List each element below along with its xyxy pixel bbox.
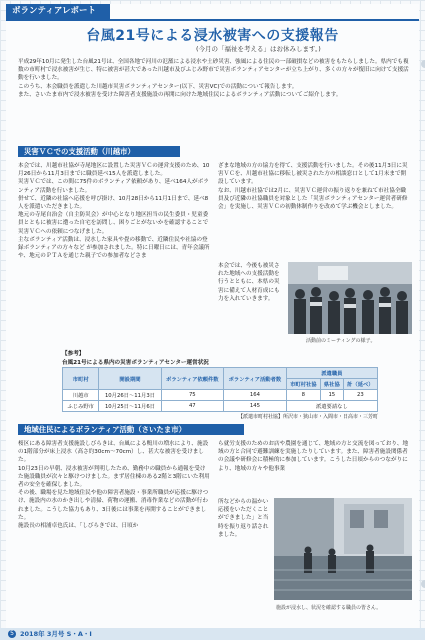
table-header: ボランティア依頼件数 xyxy=(161,368,224,390)
category-rule xyxy=(6,19,419,21)
intro-paragraph: 平成29年10月に発生した台風21号は、全国各地で河川の氾濫による浸水や土砂災害、強風による住民の一部破損などの被害をもたらしました。県内でも複数の市町村で浸水被害が生じ、特に被害が甚大であった川越市及びふじみ野市で災害ボランティアセンターが立ち上がり、多くの方々が復旧に向けて支援活動を行いました。 xyxy=(18,59,409,82)
body-paragraph: 併せて、近隣の社協へ応援を呼び掛け、10月28日から11月1日まで、延べ8人を派遣いただきました。 xyxy=(18,195,209,211)
body-paragraph: 主なボランティア活動は、浸水した家具や畳の移動で、近隣住民や社協の登録ボランティアの方々など が参加されました。特に日曜日には、青年会議所や、地元のＰＴＡを通じた親子での参加者などさま xyxy=(18,236,210,260)
reference-label: 【参考】 xyxy=(62,351,85,357)
meeting-photo-caption: 活動前のミーティングの様子。 xyxy=(306,338,376,344)
vc-status-table xyxy=(62,367,378,412)
table-cell: 75 xyxy=(161,390,224,401)
flood-photo-caption: 施設が浸水し、状況を確認する職員の皆さん。 xyxy=(276,605,382,611)
table-cell: 47 xyxy=(161,401,224,412)
table-cell: 派遣要請なし xyxy=(286,401,377,412)
body-paragraph: その後、職場を見た地域住民や他の障害者施設・事業所職員が応援に駆けつけ、施設内の水のかき出しや清掃、荷物の運搬、消毒作業などの活動が行われました。こうした協力もあり、3日後には事業を再開することができました。 xyxy=(18,490,209,521)
table-header: 県社協 xyxy=(320,379,343,390)
category-label: ボランティアレポート xyxy=(6,4,110,19)
reference-note: 【派遣市町村社協】所沢市・狭山市・入間市・日高市・三芳町 xyxy=(237,414,378,420)
body-paragraph: 10月23日の早朝、浸水被害が判明したため、勤務中の職員から通報を受けた施設職員が次々と駆けつけました。まず居住棟のある2階と3階にいた利用者の安全を確保しました。 xyxy=(18,465,210,489)
table-header: 市町村社協 xyxy=(286,379,320,390)
table-cell: 10月25日～11月6日 xyxy=(99,401,161,412)
table-header: ボランティア活動者数 xyxy=(224,368,287,390)
intro-paragraph: また、さいたま市内で浸水被害を受けた障害者支援施設の再開に向けた地域住民によるボランティア活動についてご紹介します。 xyxy=(18,91,342,98)
section1-left-column xyxy=(18,162,210,260)
body-paragraph: 施設長の相浦卓也氏は、「しびらきでは、日頃か xyxy=(18,523,139,530)
table-cell: 23 xyxy=(343,390,377,401)
body-paragraph: 所などからの温かい応援をいただくことができました」と当時を振り返り話されました。 xyxy=(218,499,269,538)
reference-box xyxy=(62,349,378,420)
binder-hole xyxy=(421,580,425,588)
section1-heading: 災害ＶＣでの支援活動（川越市） xyxy=(18,146,180,157)
section2-heading: 地域住民によるボランティア活動（さいたま市） xyxy=(18,424,244,435)
binder-hole xyxy=(421,60,425,68)
table-cell: 8 xyxy=(286,390,320,401)
page-content xyxy=(6,4,419,630)
reference-title: 台風21号による県内の災害ボランティアセンター運営状況 xyxy=(62,360,209,366)
body-paragraph: なお、川越市社協では2月に、災害ＶＣ運営の振り返りを兼ねて市社協全職員及び近隣の社協職員を対象とした「災害ボランティアセンター運営者研修会」を実施し、災害ＶＣの初動体制作りを改めて学ぶ機会としました。 xyxy=(218,187,408,211)
table-cell: ふじみ野市 xyxy=(63,401,99,412)
table-cell: 10月26日～11月3日 xyxy=(99,390,161,401)
body-paragraph: 災害ＶＣでは、この間に75件のボランティア依頼があり、延べ164人がボランティア活動を行いました。 xyxy=(18,179,209,194)
intro-paragraph: このうち、本会職員を派遣した川越市災害ボランティアセンター(以下、災害VC)での活動について報告します。 xyxy=(18,83,298,90)
article-title: 台風21号による浸水被害への支援報告 xyxy=(86,28,339,44)
meeting-photo-image xyxy=(288,262,412,334)
section2-left-column xyxy=(18,440,210,530)
table-header: 派遣職員 xyxy=(286,368,377,379)
body-paragraph: 地元の寺尾自治会（自主防災会）が中心となり地区担当の民生委員・児童委員とともに被害に遭った自宅を訪問し、困りごとがないかを確認することで災害ＶＣへの依頼につなげました。 xyxy=(18,212,209,235)
article-subtitle: (今月の「福祉を考える」はお休みします。) xyxy=(196,45,321,53)
section2-right-column xyxy=(218,440,410,473)
table-header: 市町村 xyxy=(63,368,99,390)
body-paragraph: 本会では、川越市社協が寺尾地区に設置した災害ＶＣの運営支援のため、10月26日から11月3日までに職員延べ15人を派遣しました。 xyxy=(18,163,210,178)
table-cell: 164 xyxy=(224,390,287,401)
table-cell: 145 xyxy=(224,401,287,412)
meeting-photo xyxy=(288,262,412,334)
body-paragraph: ざまな地域の方の協力を得て、支援活動を行いました。その後11月3日に災害ＶＣを、川越市社協に移転し被災された方の相談窓口として1月末まで開設しています。 xyxy=(218,163,408,186)
page-number: 5 xyxy=(8,630,16,638)
table-cell: 川越市 xyxy=(63,390,99,401)
table-header: 計（延べ） xyxy=(343,379,377,390)
flood-photo xyxy=(274,498,412,600)
body-paragraph: 桜区にある障害者支援施設しびらきは、台風による鴨川の増水により、施設の1階部分が床上浸水（高さ約30cm～70cm）し、甚大な被害を受けました。 xyxy=(18,441,209,464)
flood-photo-image xyxy=(274,498,412,600)
section1-narrow-column xyxy=(218,262,284,303)
table-row xyxy=(63,401,378,412)
intro-text xyxy=(18,58,411,99)
body-paragraph: ら就労支援のためのお店や農園を通じて、地域の方と交流を図っており、地域の方と合同で避難訓練を実施したりしています。また、障害者施設関係者の会議や研修会に積極的に参加しています。こうした日頃からのつながりにより、地域の方々や他事業 xyxy=(218,441,409,472)
section1-right-column xyxy=(218,162,410,211)
body-paragraph: 本会では、今後も被災された地域への支援活動を行うとともに、本県の災害に備えて人材育成にも力を入れていきます。 xyxy=(218,263,280,302)
table-header: 開設期間 xyxy=(99,368,161,390)
table-cell: 15 xyxy=(320,390,343,401)
table-row xyxy=(63,390,378,401)
section2-narrow-column xyxy=(218,498,270,539)
issue-label: 2018年 3月号 S・A・I xyxy=(20,630,92,638)
